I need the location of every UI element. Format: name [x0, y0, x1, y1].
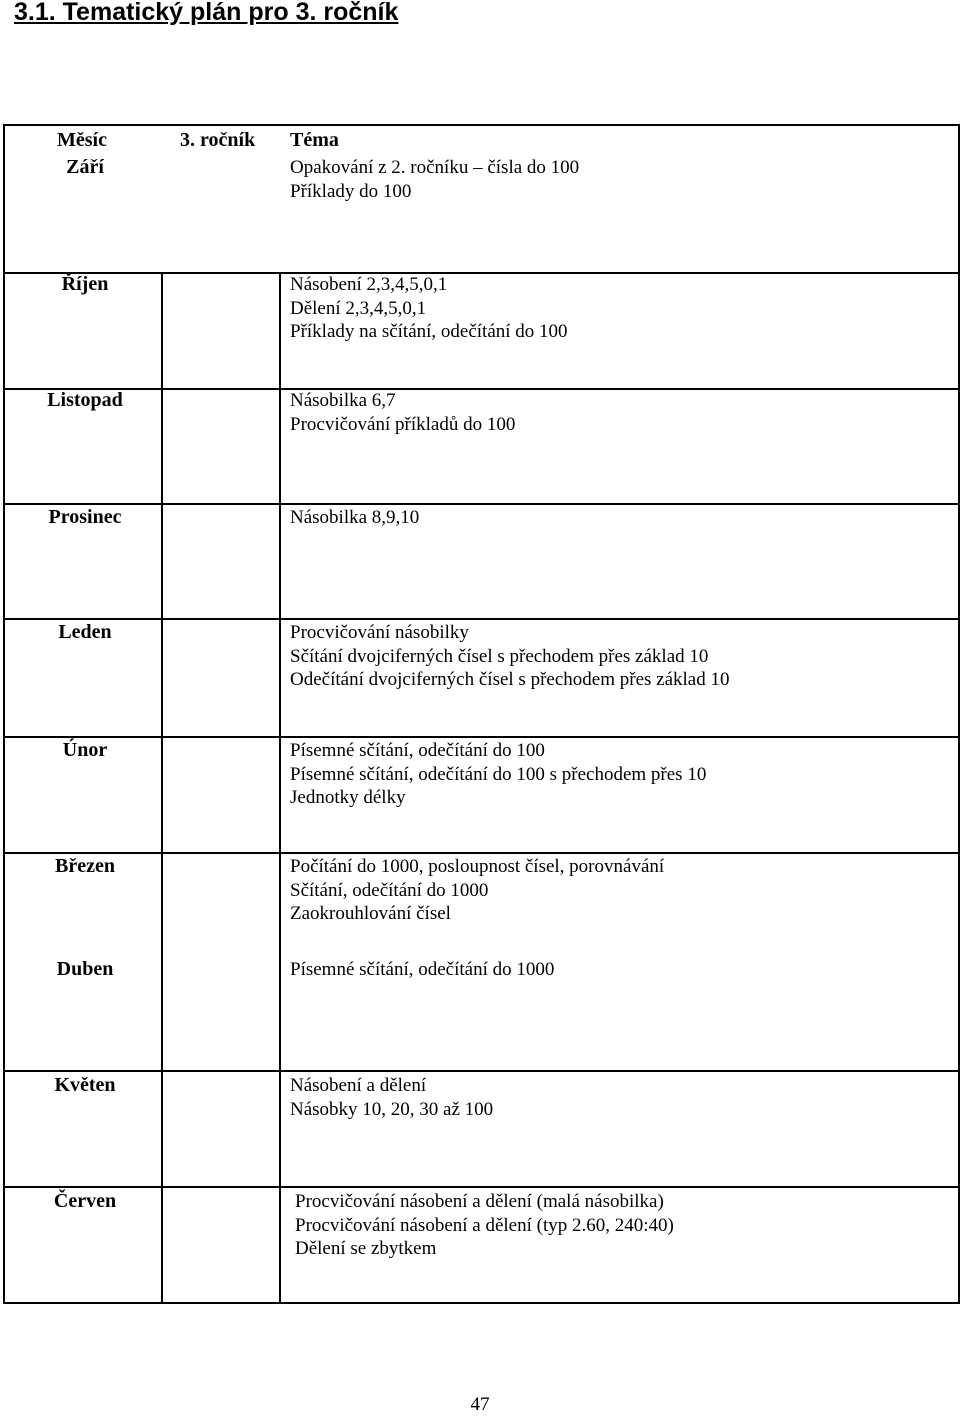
month-cell: Listopad: [47, 389, 123, 411]
topic-cell: [295, 1190, 674, 1261]
row-divider: [5, 736, 958, 738]
row-divider: [5, 1070, 958, 1072]
topic-line: Procvičování násobení a dělení (typ 2.60, 240:40): [295, 1214, 674, 1236]
topic-line: Sčítání dvojciferných čísel s přechodem přes základ 10: [290, 645, 709, 667]
topic-line: Procvičování násobilky: [290, 622, 469, 643]
row-divider: [5, 503, 958, 505]
topic-cell: [290, 958, 554, 982]
month-cell: Březen: [55, 855, 115, 877]
topic-line: Odečítání dvojciferných čísel s přechodem přes základ 10: [290, 669, 730, 690]
page-number: 47: [470, 1394, 490, 1415]
topic-line: Zaokrouhlování čísel: [290, 903, 451, 924]
topic-line: Dělení se zbytkem: [295, 1238, 437, 1259]
topic-cell: [290, 156, 579, 203]
topic-line: Násobilka 8,9,10: [290, 507, 420, 528]
month-cell: Prosinec: [48, 506, 122, 528]
topic-line: Příklady na sčítání, odečítání do 100: [290, 321, 568, 342]
topic-line: Násobení 2,3,4,5,0,1: [290, 274, 448, 295]
topic-line: Písemné sčítání, odečítání do 100: [290, 740, 545, 761]
topic-line: Písemné sčítání, odečítání do 1000: [290, 959, 555, 980]
month-cell: Únor: [62, 739, 108, 761]
header-month: Měsíc: [57, 129, 107, 151]
header-grade: 3. ročník: [180, 129, 256, 151]
topic-line: Násobilka 6,7: [290, 390, 396, 411]
topic-line: Procvičování násobení a dělení (malá násobilka): [295, 1191, 664, 1212]
topic-cell: [290, 855, 664, 926]
topic-cell: [290, 1074, 493, 1121]
topic-cell: [290, 621, 729, 692]
month-cell: Květen: [54, 1074, 116, 1096]
topic-cell: [290, 273, 568, 344]
topic-cell: [290, 389, 515, 436]
topic-line: Dělení 2,3,4,5,0,1: [290, 297, 427, 319]
column-divider-grade-lower: [279, 1070, 281, 1304]
topic-line: Sčítání, odečítání do 1000: [290, 879, 489, 901]
month-cell: Říjen: [61, 273, 109, 295]
topic-line: Opakování z 2. ročníku – čísla do 100: [290, 157, 580, 178]
topic-line: Počítání do 1000, posloupnost čísel, porovnávání: [290, 856, 665, 877]
topic-line: Procvičování příkladů do 100: [290, 413, 516, 435]
topic-line: Násobky 10, 20, 30 až 100: [290, 1098, 494, 1120]
column-divider-grade: [279, 272, 281, 1104]
topic-cell: [290, 506, 419, 530]
thematic-plan-table: [3, 124, 960, 1304]
topic-line: Písemné sčítání, odečítání do 100 s přechodem přes 10: [290, 763, 707, 785]
row-divider: [5, 618, 958, 620]
column-divider-month-lower: [161, 1070, 163, 1304]
month-cell: Leden: [58, 621, 112, 643]
month-cell: Září: [66, 156, 104, 178]
row-divider: [5, 1186, 958, 1188]
topic-line: Jednotky délky: [290, 787, 406, 808]
row-divider: [5, 852, 958, 854]
header-topic: Téma: [290, 129, 339, 151]
topic-line: Příklady do 100: [290, 180, 412, 202]
topic-cell: [290, 739, 706, 810]
month-cell: Duben: [56, 958, 114, 980]
topic-line: Násobení a dělení: [290, 1075, 427, 1096]
section-heading: 3.1. Tematický plán pro 3. ročník: [14, 0, 399, 26]
month-cell: Červen: [53, 1190, 117, 1212]
